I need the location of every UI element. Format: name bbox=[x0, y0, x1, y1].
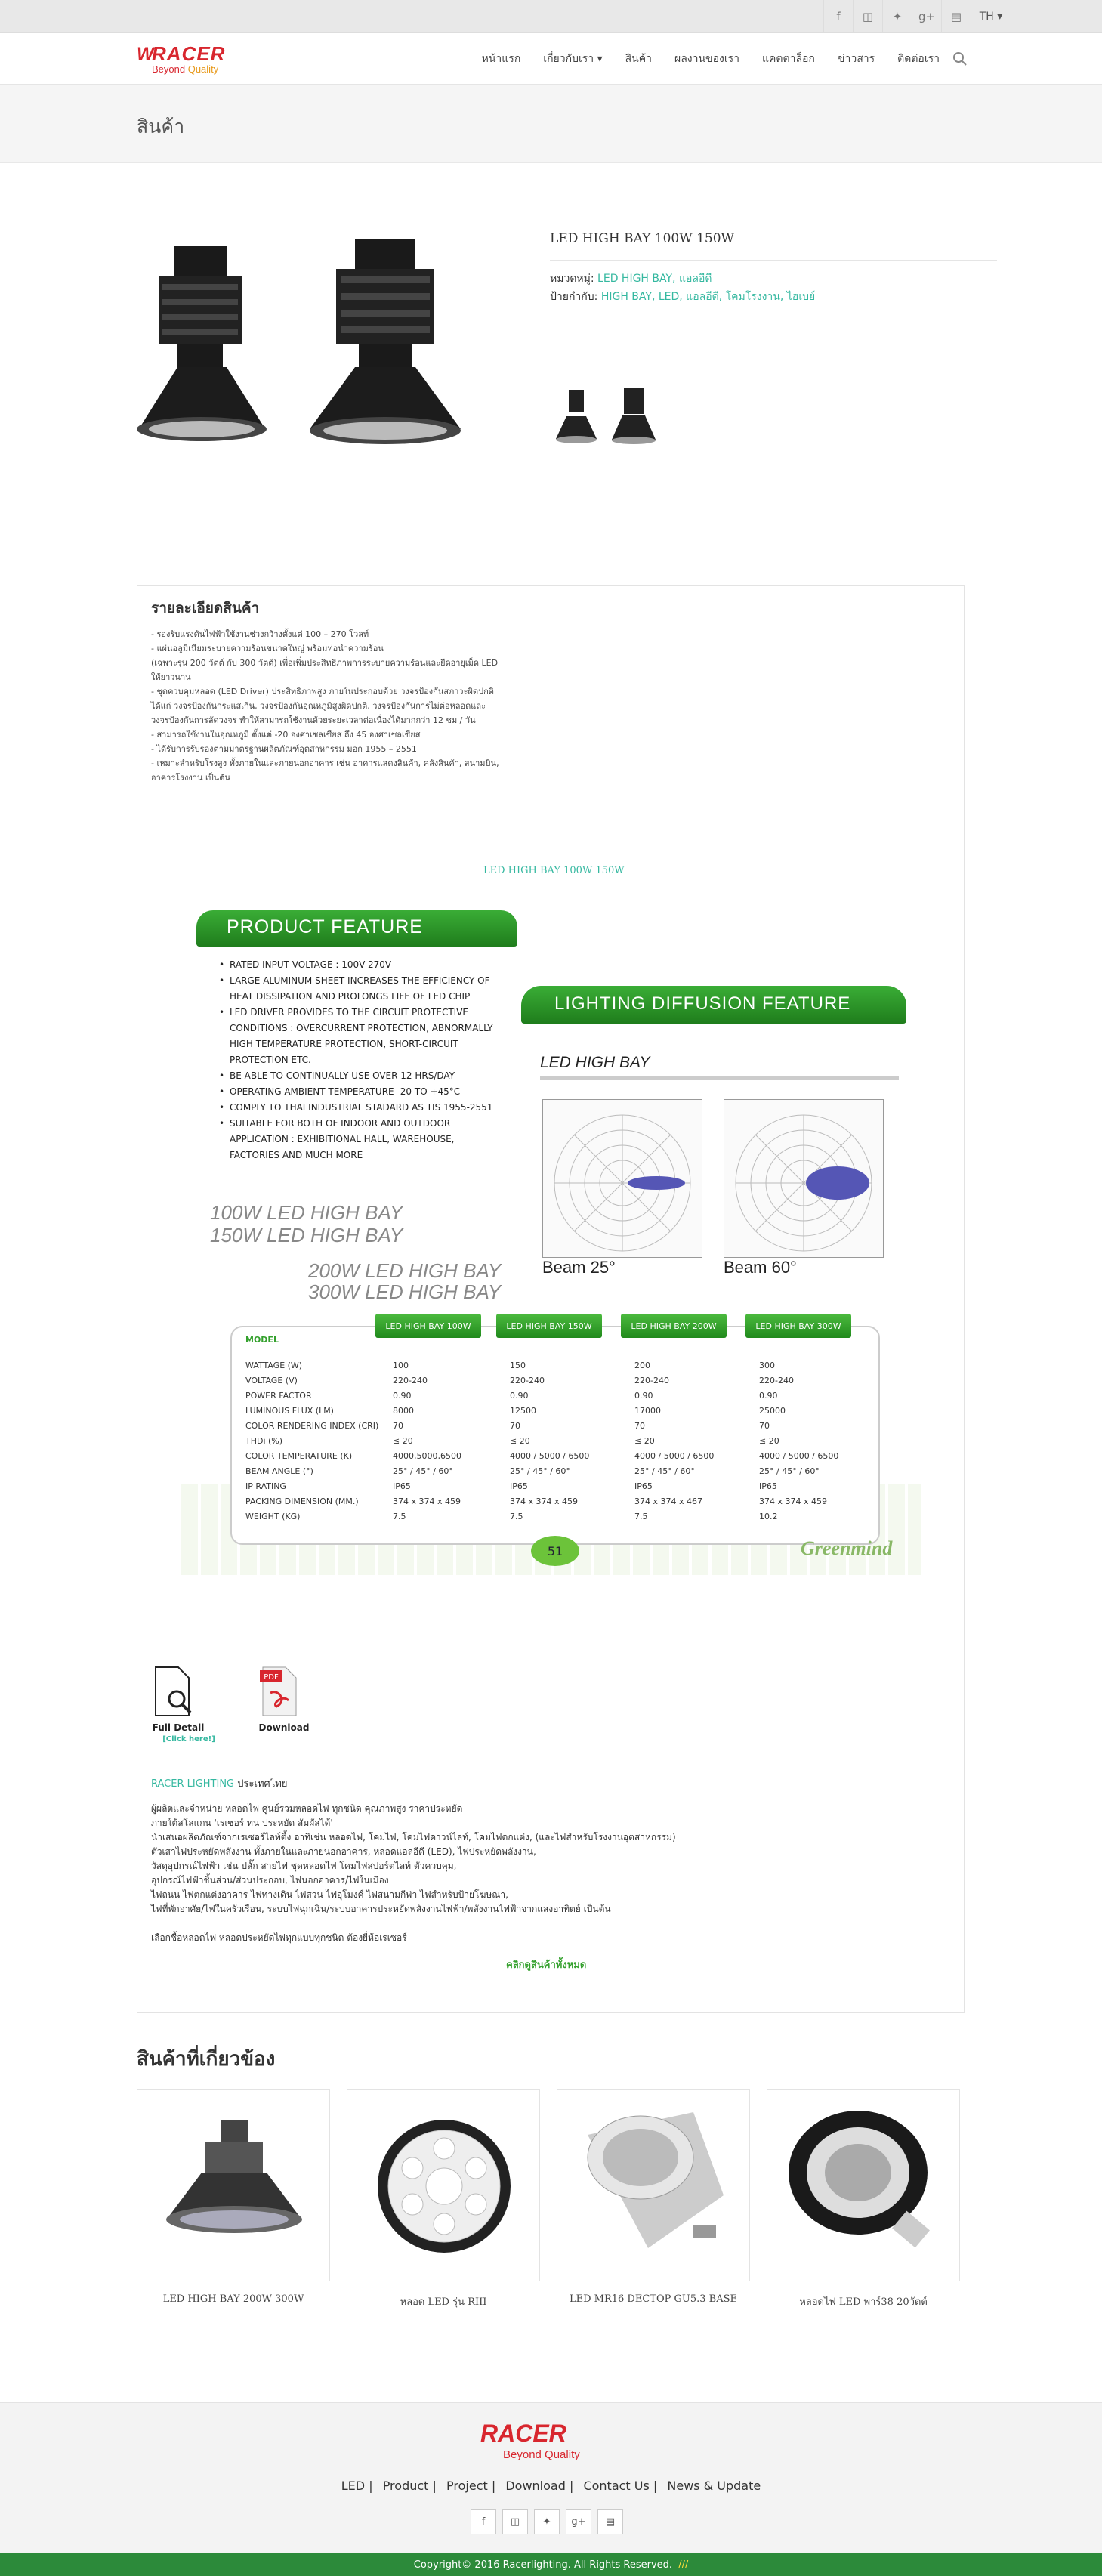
details-line: - รองรับแรงดันไฟฟ้าใช้งานช่วงกว้างตั้งแต่ 100 – 270 โวลท์ bbox=[151, 629, 369, 639]
spec-row bbox=[245, 1361, 865, 1375]
language-selector[interactable]: TH ▾ bbox=[971, 0, 1011, 33]
logo-mark-icon: W bbox=[137, 44, 154, 64]
polar-diagram-beam25 bbox=[542, 1099, 702, 1258]
related-products bbox=[137, 2089, 977, 2309]
racer-country: ประเทศไทย bbox=[237, 1778, 288, 1790]
feature-item: • OPERATING AMBIENT TEMPERATURE -20 TO +45°C bbox=[219, 1084, 506, 1100]
spec-row bbox=[245, 1406, 865, 1420]
spec-cell: 7.5 bbox=[510, 1512, 523, 1521]
table-header-100w: LED HIGH BAY 100W bbox=[375, 1314, 481, 1338]
spec-cell: 10.2 bbox=[759, 1512, 778, 1521]
top-social-links bbox=[823, 0, 971, 33]
about-line: ไฟถนน ไฟตกแต่งอาคาร ไฟทางเดิน ไฟสวน ไฟอุโมงค์ ไฟสนามกีฬา ไฟสำหรับป้ายโฆษณา, bbox=[151, 1889, 508, 1900]
details-line: ได้แก่ วงจรป้องกันกระแสเกิน, วงจรป้องกันอุณหภูมิสูงผิดปกติ, วงจรป้องกันการไม่ต่อหลอดและ bbox=[151, 701, 486, 711]
footer-logo-brand: RACER bbox=[480, 2420, 566, 2447]
details-line: - เหมาะสำหรับโรงสูง ทั้งภายในและภายนอกอาคาร เช่น อาคารแสดงสินค้า, คลังสินค้า, สนามบิน, bbox=[151, 758, 499, 768]
about-line: ภายใต้สโลแกน 'เรเซอร์ ทน ประหยัด สัมผัสได้' bbox=[151, 1818, 333, 1828]
related-name[interactable]: LED HIGH BAY 200W 300W bbox=[162, 2293, 304, 2305]
footer-link-product[interactable]: Product | bbox=[382, 2479, 437, 2493]
top-bar bbox=[0, 0, 1102, 33]
facebook-icon[interactable]: f bbox=[823, 0, 853, 33]
spec-cell: 220-240 bbox=[759, 1376, 794, 1385]
spec-sheet bbox=[181, 903, 921, 1643]
spec-cell: 220-240 bbox=[510, 1376, 545, 1385]
related-image[interactable] bbox=[767, 2089, 960, 2281]
spec-row bbox=[245, 1391, 865, 1405]
lighting-diffusion-band bbox=[521, 986, 906, 1024]
spec-cell: 7.5 bbox=[393, 1512, 406, 1521]
spec-row-label: POWER FACTOR bbox=[245, 1391, 312, 1401]
related-card[interactable] bbox=[137, 2089, 330, 2309]
related-name[interactable]: LED MR16 DECTOP GU5.3 BASE bbox=[569, 2293, 737, 2305]
spec-row bbox=[245, 1436, 865, 1450]
details-line: - สามารถใช้งานในอุณหภูมิ ตั้งแต่ -20 องศาเซลเซียส ถึง 45 องศาเซลเซียส bbox=[151, 730, 421, 740]
twitter-icon[interactable]: ✦ bbox=[882, 0, 912, 33]
footer-link-contact[interactable]: Contact Us | bbox=[583, 2479, 658, 2493]
spec-row bbox=[245, 1512, 865, 1526]
feature-item: • COMPLY TO THAI INDUSTRIAL STADARD AS TIS 1955-2551 bbox=[219, 1100, 506, 1116]
product-info bbox=[550, 231, 997, 306]
polar-diagram-beam60 bbox=[724, 1099, 884, 1258]
details-list bbox=[151, 627, 544, 785]
feature-item: • RATED INPUT VOLTAGE : 100V-270V bbox=[219, 957, 506, 973]
spec-row-label: PACKING DIMENSION (MM.) bbox=[245, 1496, 359, 1506]
spec-row-label: BEAM ANGLE (°) bbox=[245, 1466, 313, 1476]
spec-cell: 70 bbox=[510, 1421, 520, 1431]
copyright-text: Copyright© 2016 Racerlighting. All Rights Reserved. bbox=[413, 2559, 673, 2571]
related-name[interactable]: หลอด LED รุ่น RIII bbox=[400, 2296, 487, 2308]
table-header-300w: LED HIGH BAY 300W bbox=[745, 1314, 851, 1338]
spec-row-label: VOLTAGE (V) bbox=[245, 1376, 298, 1385]
footer-link-news[interactable]: News & Update bbox=[667, 2479, 761, 2493]
lighting-diffusion-title: LIGHTING DIFFUSION FEATURE bbox=[554, 993, 851, 1014]
model-text-150w: 150W LED HIGH BAY bbox=[210, 1224, 403, 1246]
about-line bbox=[151, 1917, 816, 1931]
tags-label: ป้ายกำกับ: bbox=[550, 291, 598, 303]
menu-home[interactable]: หน้าแรก bbox=[481, 53, 521, 65]
spec-cell: 150 bbox=[510, 1361, 526, 1370]
spec-cell: 0.90 bbox=[393, 1391, 412, 1401]
spec-row-label: LUMINOUS FLUX (LM) bbox=[245, 1406, 334, 1416]
about-line: วัสดุอุปกรณ์ไฟฟ้า เช่น ปลั๊ก สายไฟ ชุดหลอดไฟ โคมไฟสปอร์ตไลท์ ตัวควบคุม, bbox=[151, 1861, 457, 1871]
related-card[interactable] bbox=[557, 2089, 750, 2309]
related-card[interactable] bbox=[767, 2089, 960, 2309]
spec-cell: IP65 bbox=[510, 1481, 528, 1491]
product-thumbnails bbox=[550, 382, 665, 450]
spec-cell: 7.5 bbox=[634, 1512, 648, 1521]
spec-cell: 25° / 45° / 60° bbox=[634, 1466, 695, 1476]
spec-row-label: WATTAGE (W) bbox=[245, 1361, 303, 1370]
details-line: - ได้รับการรับรองตามมาตรฐานผลิตภัณฑ์อุตสาหกรรม มอก 1955 – 2551 bbox=[151, 744, 417, 754]
related-image[interactable] bbox=[557, 2089, 750, 2281]
download-label: Download bbox=[258, 1722, 310, 1733]
divider bbox=[540, 1076, 899, 1080]
product-meta bbox=[550, 270, 997, 306]
spec-cell: 200 bbox=[634, 1361, 650, 1370]
spec-row bbox=[245, 1496, 865, 1511]
product-feature-band bbox=[196, 910, 517, 947]
svg-text:PDF: PDF bbox=[264, 1673, 279, 1682]
copyright-extra: /// bbox=[678, 2559, 689, 2571]
model-label: MODEL bbox=[245, 1335, 279, 1345]
spec-cell: 8000 bbox=[393, 1406, 414, 1416]
footer-link-led[interactable]: LED | bbox=[341, 2479, 373, 2493]
beam-60-label: Beam 60° bbox=[724, 1258, 797, 1277]
google-plus-icon[interactable]: g+ bbox=[566, 2509, 591, 2534]
about-line: ผู้ผลิตและจำหน่าย หลอดไฟ ศูนย์รวมหลอดไฟ ทุกชนิด คุณภาพสูง ราคาประหยัด bbox=[151, 1803, 463, 1814]
racer-heading bbox=[151, 1775, 288, 1791]
logo[interactable] bbox=[137, 41, 265, 80]
spec-cell: 300 bbox=[759, 1361, 775, 1370]
logo-brand: RACER bbox=[152, 42, 226, 65]
spec-cell: 4000 / 5000 / 6500 bbox=[634, 1451, 715, 1461]
spec-row-label: THDi (%) bbox=[245, 1436, 283, 1446]
racer-link[interactable]: RACER LIGHTING bbox=[151, 1778, 235, 1790]
spec-cell: IP65 bbox=[634, 1481, 653, 1491]
spec-cell: 25° / 45° / 60° bbox=[510, 1466, 570, 1476]
spec-cell: 374 x 374 x 459 bbox=[510, 1496, 578, 1506]
related-name[interactable]: หลอดไฟ LED พาร์38 20วัตต์ bbox=[799, 2296, 928, 2308]
spec-row bbox=[245, 1376, 865, 1390]
spec-cell: ≤ 20 bbox=[759, 1436, 779, 1446]
related-card[interactable] bbox=[347, 2089, 540, 2309]
document-links bbox=[151, 1666, 363, 1749]
main-nav bbox=[0, 33, 1102, 85]
menu-catalog-2[interactable]: แคตตาล็อก bbox=[762, 53, 815, 65]
spec-cell: 220-240 bbox=[393, 1376, 428, 1385]
spec-cell: 25000 bbox=[759, 1406, 786, 1416]
spec-row bbox=[245, 1421, 865, 1435]
copyright-bar bbox=[0, 2553, 1102, 2576]
greenmind-logo: Greenmind bbox=[801, 1537, 893, 1559]
spec-cell: 0.90 bbox=[759, 1391, 778, 1401]
feature-item: • LARGE ALUMINUM SHEET INCREASES THE EFFICIENCY OF HEAT DISSIPATION AND PROLONGS LIFE OF LED CHIP bbox=[219, 973, 506, 1005]
page-number: 51 bbox=[531, 1536, 579, 1566]
search-icon[interactable] bbox=[952, 51, 968, 70]
footer-social bbox=[471, 2509, 629, 2534]
thumbnail-1[interactable] bbox=[550, 382, 603, 450]
google-plus-icon[interactable]: g+ bbox=[912, 0, 941, 33]
about-line: ไฟที่พักอาศัย/ไฟในครัวเรือน, ระบบไฟฉุกเฉิน/ระบบอาคารประหยัดพลังงานไฟฟ้า/พลังงานไฟฟ้าจากแสงอาทิตย์ เป็นต้น bbox=[151, 1904, 611, 1914]
details-line: วงจรป้องกันการลัดวงจร ทำให้สามารถใช้งานด้วยระยะเวลาต่อเนื่องได้มากกว่า 12 ชม / วัน bbox=[151, 715, 476, 725]
about-line: นำเสนอผลิตภัณฑ์จากเรเซอร์ไลท์ติ้ง อาทิเช่น หลอดไฟ, โคมไฟ, โคมไฟดาวน์ไลท์, โคมไฟตกแต่ง, (และไฟสำหรับโรงงานอุตสาหกรรม) bbox=[151, 1832, 676, 1842]
spec-caption: LED HIGH BAY 100W 150W bbox=[483, 865, 625, 876]
menu bbox=[459, 33, 940, 85]
related-image[interactable] bbox=[347, 2089, 540, 2281]
spec-cell: 70 bbox=[634, 1421, 645, 1431]
all-products-link[interactable]: คลิกดูสินค้าทั้งหมด bbox=[506, 1960, 587, 1971]
model-text-200w: 200W LED HIGH BAY bbox=[308, 1259, 502, 1282]
spec-cell: 374 x 374 x 459 bbox=[759, 1496, 827, 1506]
full-detail-label: Full Detail bbox=[152, 1722, 205, 1733]
spec-row-label: COLOR RENDERING INDEX (CRI) bbox=[245, 1421, 379, 1431]
spec-cell: ≤ 20 bbox=[393, 1436, 413, 1446]
category-links[interactable]: LED HIGH BAY, แอลอีดี bbox=[597, 273, 712, 285]
table-header-200w: LED HIGH BAY 200W bbox=[621, 1314, 727, 1338]
spec-cell: 374 x 374 x 459 bbox=[393, 1496, 461, 1506]
download-link[interactable] bbox=[257, 1666, 363, 1749]
menu-products[interactable]: สินค้า bbox=[625, 53, 652, 65]
about-text bbox=[151, 1802, 816, 1945]
spec-cell: IP65 bbox=[393, 1481, 411, 1491]
model-text-300w: 300W LED HIGH BAY bbox=[308, 1280, 502, 1303]
product-feature-title: PRODUCT FEATURE bbox=[227, 916, 423, 937]
spec-cell: 374 x 374 x 467 bbox=[634, 1496, 702, 1506]
spec-row bbox=[245, 1481, 865, 1496]
details-line: อาคารโรงงาน เป็นต้น bbox=[151, 773, 230, 783]
spec-cell: 12500 bbox=[510, 1406, 536, 1416]
spec-cell: IP65 bbox=[759, 1481, 777, 1491]
category-label: หมวดหมู่: bbox=[550, 273, 594, 285]
spec-cell: 4000 / 5000 / 6500 bbox=[510, 1451, 590, 1461]
details-line: - ชุดควบคุมหลอด (LED Driver) ประสิทธิภาพสูง ภายในประกอบด้วย วงจรป้องกันสภาวะผิดปกติ bbox=[151, 687, 494, 697]
details-line: - แผ่นอลูมิเนียมระบายความร้อนขนาดใหญ่ พร้อมท่อนำความร้อน bbox=[151, 644, 384, 653]
spec-row bbox=[245, 1466, 865, 1481]
full-detail-link[interactable] bbox=[151, 1666, 257, 1749]
thumbnail-2[interactable] bbox=[607, 382, 660, 450]
spec-cell: 4000,5000,6500 bbox=[393, 1451, 461, 1461]
spec-cell: 25° / 45° / 60° bbox=[759, 1466, 820, 1476]
spec-cell: 25° / 45° / 60° bbox=[393, 1466, 453, 1476]
about-line: เลือกซื้อหลอดไฟ หลอดประหยัดไฟทุกแบบทุกชนิด ต้องยี่ห้อเรเซอร์ bbox=[151, 1932, 407, 1943]
spec-cell: 4000 / 5000 / 6500 bbox=[759, 1451, 839, 1461]
details-line: ให้ยาวนาน bbox=[151, 672, 191, 682]
menu-projects[interactable]: ผลงานของเรา bbox=[674, 53, 740, 65]
details-line: (เฉพาะรุ่น 200 วัตต์ กับ 300 วัตต์) เพื่อเพิ่มประสิทธิภาพการระบายความร้อนและยืดอายุเม็ด LED bbox=[151, 658, 499, 668]
footer-link-download[interactable]: Download | bbox=[505, 2479, 574, 2493]
spec-cell: 70 bbox=[393, 1421, 403, 1431]
about-line: อุปกรณ์ไฟฟ้าชิ้นส่วน/ส่วนประกอบ, ไฟนอกอาคาร/ไฟในเมือง bbox=[151, 1875, 389, 1886]
page-header bbox=[0, 85, 1102, 163]
details-title: รายละเอียดสินค้า bbox=[151, 600, 260, 616]
spec-cell: 0.90 bbox=[510, 1391, 529, 1401]
spec-cell: 100 bbox=[393, 1361, 409, 1370]
related-image[interactable] bbox=[137, 2089, 330, 2281]
footer-links bbox=[0, 2479, 1102, 2493]
table-header-150w: LED HIGH BAY 150W bbox=[496, 1314, 602, 1338]
logo-tagline: Beyond Quality bbox=[152, 63, 219, 75]
menu-contact[interactable]: ติดต่อเรา bbox=[897, 53, 940, 65]
spec-cell: 17000 bbox=[634, 1406, 661, 1416]
spec-table bbox=[230, 1320, 880, 1545]
calendar-icon[interactable]: ▤ bbox=[941, 0, 971, 33]
spec-cell: 70 bbox=[759, 1421, 770, 1431]
product-image-150w[interactable] bbox=[291, 231, 480, 465]
product-section bbox=[0, 163, 1102, 579]
model-text-100w: 100W LED HIGH BAY bbox=[210, 1201, 403, 1224]
footer bbox=[0, 2402, 1102, 2553]
spec-row-label: WEIGHT (KG) bbox=[245, 1512, 301, 1521]
twitter-icon[interactable]: ✦ bbox=[534, 2509, 560, 2534]
product-title: LED HIGH BAY 100W 150W bbox=[550, 231, 997, 261]
instagram-icon[interactable]: ◫ bbox=[853, 0, 882, 33]
spec-row-label: IP RATING bbox=[245, 1481, 286, 1491]
feature-item: • SUITABLE FOR BOTH OF INDOOR AND OUTDOOR APPLICATION : EXHIBITIONAL HALL, WAREHOUSE, FACTORIES AND MUCH MORE bbox=[219, 1116, 506, 1163]
feature-list bbox=[219, 957, 506, 1163]
spec-cell: 220-240 bbox=[634, 1376, 669, 1385]
menu-news[interactable]: ข่าวสาร bbox=[837, 53, 875, 65]
about-line: ตัวเสาไฟประหยัดพลังงาน ทั้งภายในและภายนอกอาคาร, หลอดแอลอีดี (LED), ไฟประหยัดพลังงาน, bbox=[151, 1846, 536, 1857]
spec-cell: ≤ 20 bbox=[634, 1436, 655, 1446]
led-high-bay-heading: LED HIGH BAY bbox=[540, 1054, 650, 1071]
click-here-link[interactable]: [Click here!] bbox=[162, 1735, 215, 1744]
page-title: สินค้า bbox=[137, 116, 185, 137]
spec-cell: 0.90 bbox=[634, 1391, 653, 1401]
facebook-icon[interactable]: f bbox=[471, 2509, 496, 2534]
spec-row-label: COLOR TEMPERATURE (K) bbox=[245, 1451, 353, 1461]
spec-row bbox=[245, 1451, 865, 1466]
footer-logo[interactable] bbox=[480, 2418, 624, 2462]
related-title: สินค้าที่เกี่ยวข้อง bbox=[137, 2048, 276, 2071]
beam-25-label: Beam 25° bbox=[542, 1258, 616, 1277]
footer-logo-tagline: Beyond Quality bbox=[503, 2448, 580, 2461]
calendar-icon[interactable]: ▤ bbox=[597, 2509, 623, 2534]
spec-cell: ≤ 20 bbox=[510, 1436, 530, 1446]
menu-about[interactable]: เกี่ยวกับเรา ▾ bbox=[543, 53, 603, 65]
feature-item: • LED DRIVER PROVIDES TO THE CIRCUIT PROTECTIVE CONDITIONS : OVERCURRENT PROTECTION, ABNORMALLY HIGH TEMPERATURE PROTECTION, SHORT-CIRCUIT PROTECTION ETC. bbox=[219, 1005, 506, 1068]
feature-item: • BE ABLE TO CONTINUALLY USE OVER 12 HRS/DAY bbox=[219, 1068, 506, 1084]
product-image-100w[interactable] bbox=[117, 239, 287, 465]
footer-link-project[interactable]: Project | bbox=[446, 2479, 496, 2493]
tag-links[interactable]: HIGH BAY, LED, แอลอีดี, โคมโรงงาน, ไฮเบย์ bbox=[600, 291, 816, 303]
instagram-icon[interactable]: ◫ bbox=[502, 2509, 528, 2534]
